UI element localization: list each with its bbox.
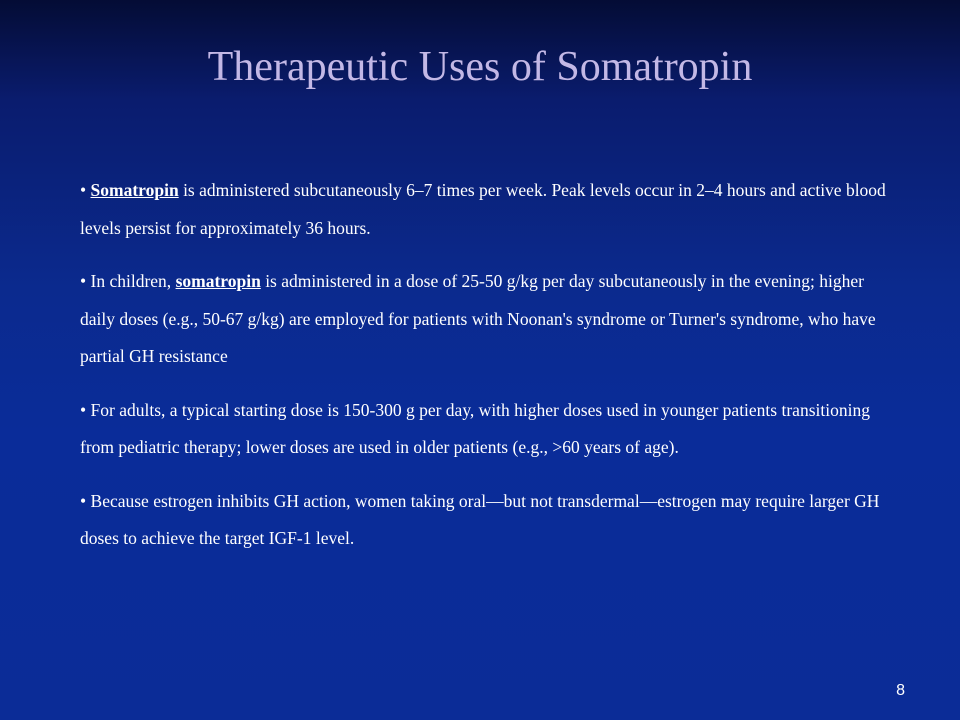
bullet-list [80, 172, 900, 574]
bullet-text: is administered subcutaneously 6–7 times per week. Peak levels occur in 2–4 hours and active blood levels persist for approximately 36 hours. [80, 180, 886, 238]
bullet-marker: • [80, 271, 87, 291]
somatropin-link[interactable]: Somatropin [90, 180, 179, 200]
bullet-text: Because estrogen inhibits GH action, women taking oral—but not transdermal—estrogen may require larger GH doses to achieve the target IGF-1 level. [80, 490, 880, 548]
bullet-text: is administered in a dose of 25-50 g/kg per day subcutaneously in the evening; higher daily doses (e.g., 50-67 g/kg) are employed for patients with Noonan's syndrome or Turner's syndrome, who have partial GH resistance [80, 271, 876, 366]
bullet-marker: • [80, 180, 87, 200]
bullet-marker: • [80, 399, 87, 420]
page-number: 8 [896, 682, 905, 699]
bullet-item-children [80, 263, 900, 376]
somatropin-link[interactable]: somatropin [175, 271, 261, 291]
bullet-text-prefix: In children, [90, 271, 176, 291]
bullet-item-estrogen [80, 483, 900, 558]
slide-title: Therapeutic Uses of Somatropin [207, 44, 753, 90]
bullet-text: For adults, a typical starting dose is 150-300 g per day, with higher doses used in younger patients transitioning from pediatric therapy; lower doses are used in older patients (e.g., >60 years of age). [80, 399, 870, 457]
bullet-item-adults [80, 392, 900, 467]
bullet-item-administration [80, 172, 900, 247]
bullet-marker: • [80, 490, 87, 511]
